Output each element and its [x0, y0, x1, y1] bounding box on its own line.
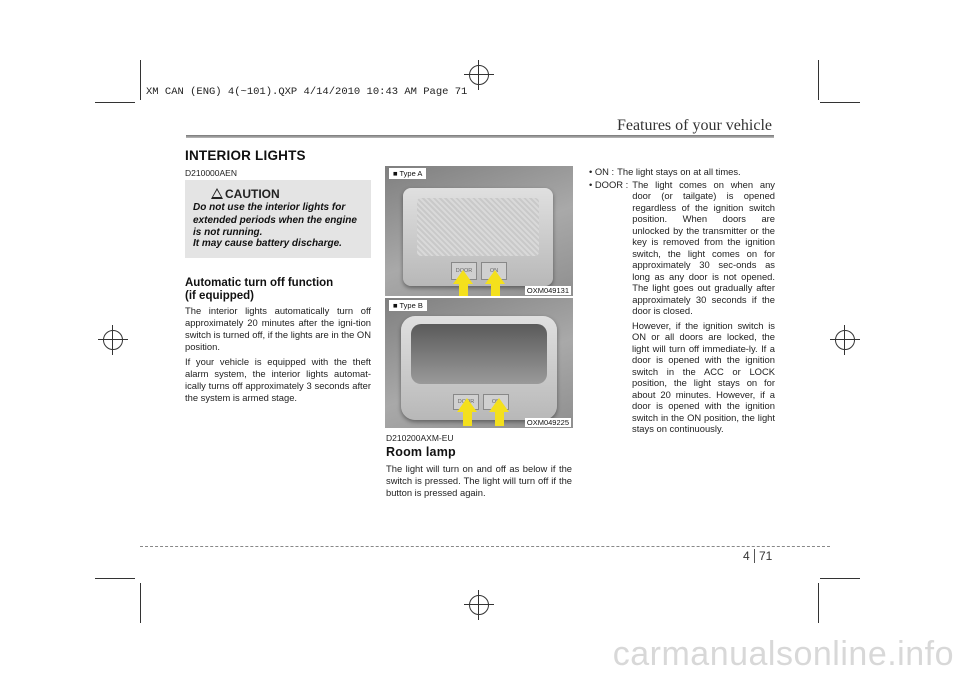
- room-lamp-heading: Room lamp: [386, 445, 456, 459]
- arrow-up-icon: [457, 398, 477, 426]
- door-button: DOOR: [451, 262, 477, 280]
- running-header-title: Features of your vehicle: [616, 117, 772, 134]
- auto-off-body: [185, 305, 371, 407]
- crop-mark: [818, 60, 819, 100]
- list-item-on: [589, 166, 775, 178]
- door-mode-label: • DOOR :: [589, 178, 629, 190]
- crop-mark: [140, 583, 141, 623]
- door-mode-text: The light comes on when any door (or tailgate) is opened regardless of the ignition switch position. When doors are unlocked by the transmitter or the key is removed from the ignition switch, the light comes on for approximately 30 sec-onds as long as any door is not opened. The light goes out gradually after approximately 30 seconds if the door is closed.: [632, 178, 775, 316]
- caution-title: CAUTION: [225, 187, 280, 201]
- crop-mark: [818, 583, 819, 623]
- auto-off-para-2: If your vehicle is equipped with the theft alarm system, the interior lights automat-ically turns off approximately 3 seconds after the system is armed stage.: [185, 356, 371, 403]
- warning-triangle-icon: [211, 188, 223, 199]
- figure-tag: ■ Type A: [389, 168, 426, 179]
- figure-code: OXM049131: [526, 286, 569, 295]
- print-slug: XM CAN (ENG) 4(~101).QXP 4/14/2010 10:43 AM Page 71: [146, 86, 468, 98]
- arrow-up-icon: [453, 270, 473, 296]
- caution-text: Do not use the interior lights for extended periods when the engine is not running.: [193, 202, 357, 238]
- crop-mark: [820, 578, 860, 579]
- crop-mark: [95, 578, 135, 579]
- crop-mark: [820, 102, 860, 103]
- arrow-up-icon: [489, 398, 509, 426]
- room-lamp-housing: [403, 188, 553, 286]
- watermark: carmanualsonline.info: [612, 635, 954, 673]
- header-rule: [186, 135, 774, 138]
- list-item-door: [589, 179, 775, 317]
- arrow-up-icon: [485, 270, 505, 296]
- door-button: DOOR: [453, 394, 479, 410]
- page-number: 71: [759, 549, 773, 563]
- chapter-number: 4: [743, 549, 750, 563]
- footer-rule: [140, 546, 830, 547]
- section-code: D210000AEN: [185, 168, 237, 178]
- on-mode-text: The light stays on at all times.: [617, 166, 741, 177]
- lamp-lens: [411, 324, 547, 384]
- room-lamp-code: D210200AXM-EU: [386, 433, 454, 443]
- mode-list: [589, 166, 775, 435]
- figure-type-a: [385, 166, 573, 296]
- on-mode-label: • ON :: [589, 166, 615, 177]
- caution-box: [185, 180, 371, 258]
- crop-mark: [95, 102, 135, 103]
- caution-text-consequence: It may cause battery discharge.: [193, 238, 342, 249]
- crop-mark: [140, 60, 141, 100]
- auto-off-para-1: The interior lights automatically turn off approximately 20 minutes after the igni-tion switch is turned off, if the lights are in the ON position.: [185, 305, 371, 352]
- registration-mark-icon: [830, 325, 860, 355]
- on-button: ON: [483, 394, 509, 410]
- room-lamp-housing: [401, 316, 557, 420]
- on-button: ON: [481, 262, 507, 280]
- registration-mark-icon: [464, 60, 494, 90]
- figure-type-b: [385, 298, 573, 428]
- section-title: INTERIOR LIGHTS: [185, 148, 306, 163]
- registration-mark-icon: [98, 325, 128, 355]
- lamp-lens: [417, 198, 539, 256]
- figure-tag: ■ Type B: [389, 300, 427, 311]
- page-number-divider: [754, 549, 755, 563]
- figure-code: OXM049225: [526, 418, 569, 427]
- auto-off-heading: Automatic turn off function (if equipped): [185, 277, 334, 302]
- registration-mark-icon: [464, 590, 494, 620]
- room-lamp-body: The light will turn on and off as below if the switch is pressed. The light will turn off if the button is pressed again.: [386, 463, 572, 498]
- door-mode-text-continued: However, if the ignition switch is ON or all doors are locked, the light will turn off immediate-ly. If a door is opened with the ignition switch in the ACC or LOCK position, the light stays on for about 20 minutes. However, if a door is opened with the ignition switch in the ON position, the light stays on continuously.: [632, 319, 775, 434]
